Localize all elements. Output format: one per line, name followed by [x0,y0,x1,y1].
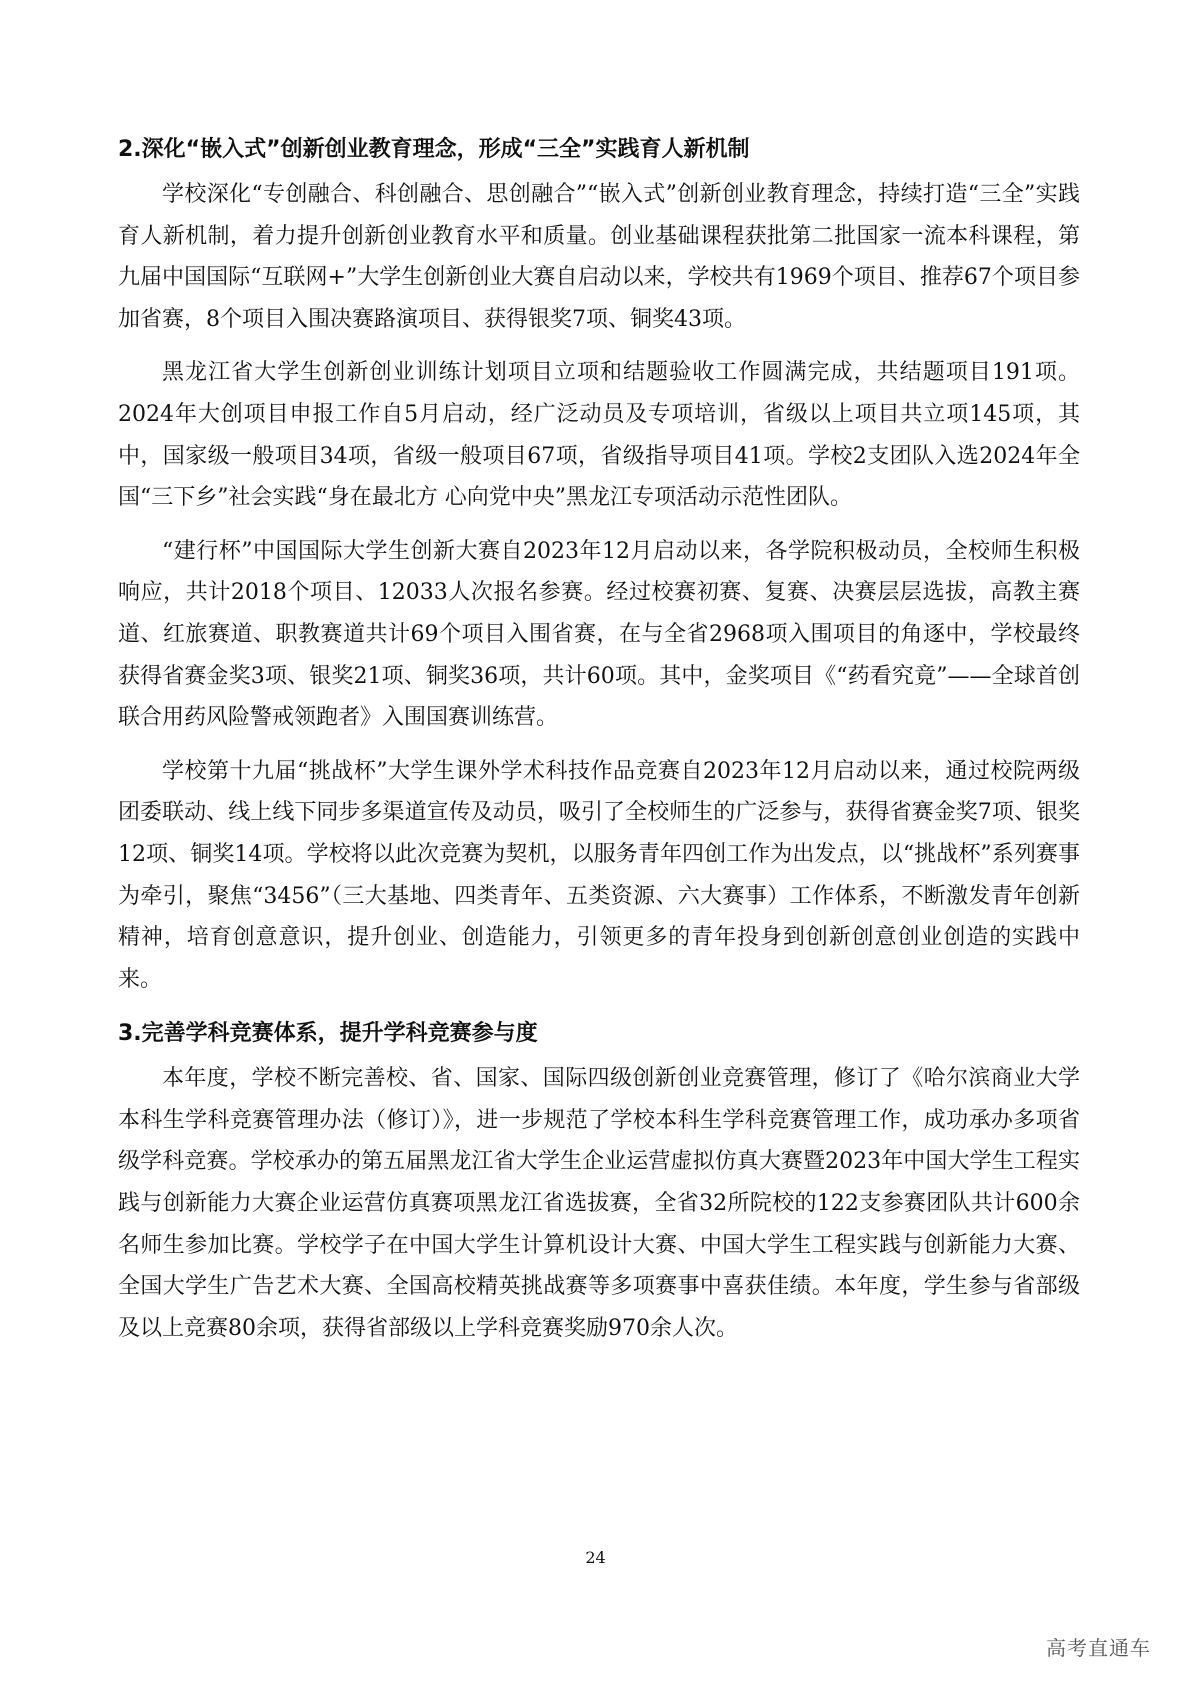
section-heading: 3.完善学科竞赛体系，提升学科竞赛参与度 [118,1021,538,1047]
section-heading: 2.深化“嵌入式”创新创业教育理念，形成“三全”实践育人新机制 [118,137,750,162]
document-body [118,130,1080,1363]
paragraph: 黑龙江省大学生创新创业训练计划项目立项和结题验收工作圆满完成，共结题项目191项。2024年大创项目申报工作自5月启动，经广泛动员及专项培训，省级以上项目共立项145项，其中，国家级一般项目34项，省级一般项目67项，省级指导项目41项。学校2支团队入选2024年全国“三下乡”社会实践“身在最北方 心向党中央”黑龙江专项活动示范性团队。 [118,360,1080,511]
paragraph: “建行杯”中国国际大学生创新大赛自2023年12月启动以来，各学院积极动员，全校师生积极响应，共计2018个项目、12033人次报名参赛。经过校赛初赛、复赛、决赛层层选拔，高教主赛道、红旅赛道、职教赛道共计69个项目入围省赛，在与全省2968项入围项目的角逐中，学校最终获得省赛金奖3项、银奖21项、铜奖36项，共计60项。其中，金奖项目《“药看究竟”——全球首创联合用药风险警戒领跑者》入围国赛训练营。 [118,538,1080,731]
page-number: 24 [585,1548,606,1567]
section-3 [118,1014,1080,1349]
paragraph: 学校第十九届“挑战杯”大学生课外学术科技作品竞赛自2023年12月启动以来，通过校院两级团委联动、线上线下同步多渠道宣传及动员，吸引了全校师生的广泛参与，获得省赛金奖7项、银奖12项、铜奖14项。学校将以此次竞赛为契机，以服务青年四创工作为出发点，以“挑战杯”系列赛事为牵引，聚焦“3456”（三大基地、四类青年、五类资源、六大赛事）工作体系，不断激发青年创新精神，培育创意意识，提升创业、创造能力，引领更多的青年投身到创新创意创业创造的实践中来。 [118,758,1080,992]
paragraph: 本年度，学校不断完善校、省、国家、国际四级创新创业竞赛管理，修订了《哈尔滨商业大学本科生学科竞赛管理办法（修订）》，进一步规范了学校本科生学科竞赛管理工作，成功承办多项省级学科竞赛。学校承办的第五届黑龙江省大学生企业运营虚拟仿真大赛暨2023年中国大学生工程实践与创新能力大赛企业运营仿真赛项黑龙江省选拔赛，全省32所院校的122支参赛团队共计600余名师生参加比赛。学校学子在中国大学生计算机设计大赛、中国大学生工程实践与创新能力大赛、全国大学生广告艺术大赛、全国高校精英挑战赛等多项赛事中喜获佳绩。本年度，学生参与省部级及以上竞赛80余项，获得省部级以上学科竞赛奖励970余人次。 [118,1066,1080,1341]
paragraph: 学校深化“专创融合、科创融合、思创融合”“嵌入式”创新创业教育理念，持续打造“三全”实践育人新机制，着力提升创新创业教育水平和质量。创业基础课程获批第二批国家一流本科课程，第九届中国国际“互联网+”大学生创新创业大赛自启动以来，学校共有1969个项目、推荐67个项目参加省赛，8个项目入围决赛路演项目、获得银奖7项、铜奖43项。 [118,182,1080,332]
watermark-text: 高考直通车 [1046,1636,1151,1660]
section-2 [118,130,1080,1000]
